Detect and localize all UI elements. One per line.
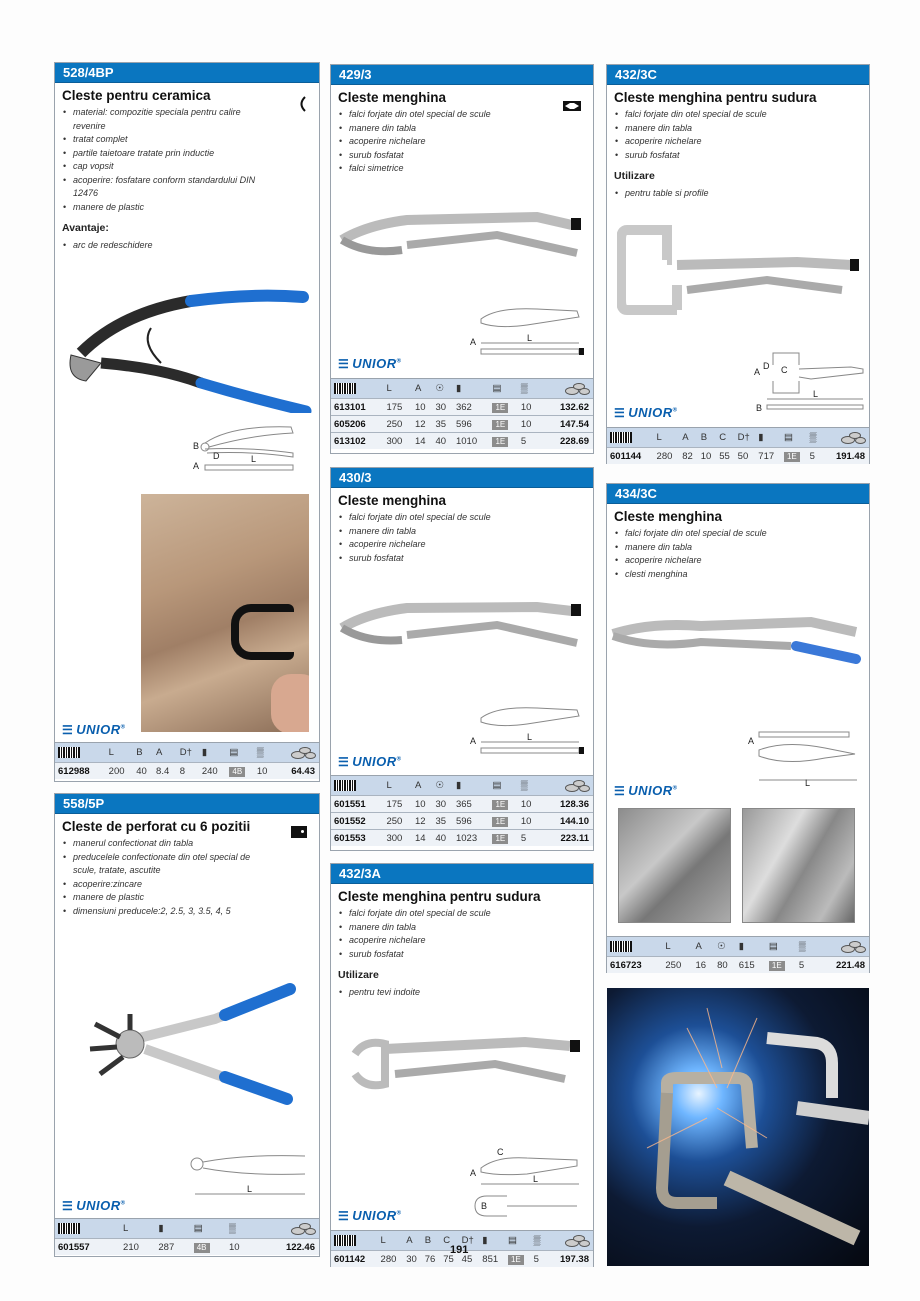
product-card-528-4bp [54,62,320,782]
price: 228.69 [538,433,593,450]
box-quantity-icon: ▒ [254,743,274,763]
feature-item: • manere din tabla [338,525,593,539]
feature-item: • surub fosfatat [338,149,593,163]
usage-list [607,187,869,201]
feature-item: • surub fosfatat [338,552,593,566]
weight-icon: ▮ [479,1231,505,1251]
unior-logo: ☰ UNIOR® [338,754,402,769]
punch-pliers-image [75,979,305,1114]
price: 128.36 [538,796,593,813]
dim-label-b: B [481,1201,488,1211]
feature-list [331,108,593,176]
product-title: Cleste menghina [338,493,447,508]
advantages-list [55,239,319,253]
package-badge: 1E [492,403,508,413]
spec-header-row: L A B C D† ▮ ▤ ▒ [331,1231,593,1251]
spec-table-container [607,427,869,464]
box-quantity-icon: ▒ [796,937,812,957]
weight-icon: ▮ [199,743,227,763]
coins-price-icon [565,383,589,395]
dim-label-l: L [527,333,533,343]
feature-list [331,907,593,961]
price: 64.43 [274,763,319,780]
package-badge: 1E [784,452,800,462]
product-card-434-3c [606,483,870,973]
advantages-heading: Avantaje: [62,222,109,234]
spec-table [55,1219,319,1255]
coins-price-icon [291,1223,315,1235]
product-title: Cleste menghina pentru sudura [614,90,817,105]
price: 144.10 [538,813,593,830]
jaw-opening-icon: ☉ [432,379,453,399]
feature-item: • manerul confectionat din tabla [62,837,319,851]
feature-item: • manere din tabla [338,122,593,136]
spec-header-row: L A ☉ ▮ ▤ ▒ [331,379,593,399]
package-icon: ▤ [191,1219,226,1239]
spec-table-container [55,742,319,779]
spring-icon [297,96,307,112]
feature-item: • material: compozitie speciala pentru calire revenire [62,106,263,133]
feature-item: • manere din tabla [338,921,593,935]
dim-label-l: L [527,732,533,742]
feature-item: • acoperire:zincare [62,878,319,892]
dim-label-b: B [193,441,200,451]
table-row: 612988 200 40 8.4 8 240 4B 10 64.43 [55,763,319,780]
dimension-drawing [185,1144,310,1204]
package-badge: 1E [769,961,785,971]
unior-logo: ☰ UNIOR® [338,356,402,371]
feature-item: • acoperire nichelare [338,135,593,149]
welding-locking-pliers-image [345,1024,585,1114]
coins-price-icon [841,941,865,953]
product-code: 432/3C [607,65,869,85]
feature-item: • falci forjate din otel special de scule [614,108,869,122]
feature-list [331,511,593,565]
table-row: 613102 300 14 40 1010 1E 5 228.69 [331,433,593,450]
feature-item: • falci forjate din otel special de scule [338,511,593,525]
spec-header-row: L A ☉ ▮ ▤ ▒ [331,776,593,796]
weight-icon: ▮ [755,428,781,448]
locking-pliers-image [337,593,587,668]
table-row: 601553 300 14 40 1023 1E 5 223.11 [331,830,593,847]
dim-label-d: D [213,451,220,461]
spec-table-container [331,378,593,449]
box-quantity-icon: ▒ [518,379,539,399]
product-code: 432/3A [331,864,593,884]
dim-label-a: A [470,736,477,746]
jaw-opening-icon: ☉ [432,776,453,796]
dim-label-a: A [748,736,755,746]
jaw-opening-icon: ☉ [714,937,736,957]
locking-pliers-image [337,205,587,275]
product-title: Cleste menghina [338,90,447,105]
dimension-drawing [467,704,589,760]
weight-icon: ▮ [453,379,489,399]
feature-item: • acoperire: fosfatare conform standardului DIN 12476 [62,174,263,201]
feature-item: • partile taietoare tratate prin inductie [62,147,319,161]
package-icon: ▤ [489,776,517,796]
table-row: 601144 280 82 10 55 50 717 1E 5 191.48 [607,448,869,465]
ceramic-tile-photo [141,494,309,732]
package-badge: 1E [492,420,508,430]
dim-label-l: L [247,1184,253,1194]
depth-icon: D† [177,743,199,763]
unior-logo: ☰ UNIOR® [62,722,126,737]
welding-clamp-graphic [607,988,869,1266]
box-quantity-icon: ▒ [226,1219,251,1239]
spec-header-row: L ▮ ▤ ▒ [55,1219,319,1239]
dim-label-a: A [470,337,477,347]
depth-icon: D† [735,428,756,448]
price: 147.54 [538,416,593,433]
dimension-drawing [467,1146,589,1226]
product-title: Cleste menghina pentru sudura [338,889,541,904]
feature-list [55,837,319,918]
spec-table [55,743,319,779]
spec-header-row: L A B C D† ▮ ▤ ▒ [607,428,869,448]
product-code: 434/3C [607,484,869,504]
page-number: 191 [450,1244,469,1256]
spec-table [607,428,869,464]
feature-item: • manere de plastic [62,201,319,215]
feature-item: • acoperire nichelare [338,934,593,948]
feature-item: • falci forjate din otel special de scule [614,527,869,541]
ceramic-pliers-image [61,283,313,413]
usage-heading: Utilizare [614,170,655,182]
barcode-icon [610,941,632,952]
feature-list [55,106,319,214]
price: 132.62 [538,399,593,416]
spec-table-container [55,1218,319,1255]
depth-icon: D† [459,1231,480,1251]
product-card-432-3c [606,64,870,464]
price: 221.48 [811,957,869,974]
feature-list [607,527,869,581]
advantage-item: • arc de redeschidere [62,239,319,253]
spec-table [331,776,593,846]
dim-label-d: D [763,361,770,371]
dim-label-a: A [193,461,200,471]
package-icon: ▤ [781,428,807,448]
price: 122.46 [251,1239,319,1256]
c-clamp-welding-pliers-image [617,220,862,320]
product-title: Cleste de perforat cu 6 pozitii [62,819,251,834]
product-card-558-5p [54,793,320,1257]
dim-label-l: L [805,778,811,788]
weight-icon: ▮ [453,776,489,796]
spec-header-row: L A ☉ ▮ ▤ ▒ [607,937,869,957]
product-card-432-3a [330,863,594,1267]
usage-item: • pentru table si profile [614,187,869,201]
dim-label-b: B [756,403,763,413]
table-row: 616723 250 16 80 615 1E 5 221.48 [607,957,869,974]
dim-label-c: C [781,365,788,375]
product-title: Cleste menghina [614,509,723,524]
usage-list [331,986,593,1000]
long-nose-locking-pliers-image [611,604,861,669]
feature-item: • surub fosfatat [338,948,593,962]
package-icon: ▤ [226,743,253,763]
product-card-429-3 [330,64,594,454]
usage-heading: Utilizare [338,969,379,981]
package-icon: ▤ [766,937,796,957]
unior-logo: ☰ UNIOR® [62,1198,126,1213]
feature-item: • acoperire nichelare [614,554,869,568]
feature-item: • manere din tabla [614,122,869,136]
table-row: 613101 175 10 30 362 1E 10 132.62 [331,399,593,416]
spec-table-container [331,775,593,846]
spec-table [331,379,593,449]
table-row: 601142 280 30 76 75 45 851 1E 5 197.38 [331,1251,593,1268]
spec-table [607,937,869,973]
dim-label-l: L [251,454,257,464]
box-quantity-icon: ▒ [518,776,539,796]
unior-logo: ☰ UNIOR® [614,405,678,420]
spec-header-row: L B A D† ▮ ▤ ▒ [55,743,319,763]
feature-item: • tratat complet [62,133,319,147]
feature-item: • preducelele confectionate din otel special de scule, tratate, ascutite [62,851,263,878]
weight-icon: ▮ [155,1219,190,1239]
box-quantity-icon: ▒ [807,428,820,448]
table-row: 601551 175 10 30 365 1E 10 128.36 [331,796,593,813]
barcode-icon [334,1235,356,1246]
coins-price-icon [565,1235,589,1247]
dim-label-l: L [533,1174,539,1184]
feature-item: • surub fosfatat [614,149,869,163]
feature-item: • manere din tabla [614,541,869,555]
package-badge: 1E [492,834,508,844]
application-photo-1 [618,808,731,923]
package-icon: ▤ [489,379,517,399]
dim-label-a: A [470,1168,477,1178]
application-photo-2 [742,808,855,923]
package-badge: 4B [194,1243,210,1253]
package-badge: 4B [229,767,245,777]
table-row: 605206 250 12 35 596 1E 10 147.54 [331,416,593,433]
spec-table-container [607,936,869,973]
usage-item: • pentru tevi indoite [338,986,593,1000]
feature-item: • falci simetrice [338,162,593,176]
package-badge: 1E [508,1255,524,1265]
weight-icon: ▮ [736,937,766,957]
feature-item: • falci forjate din otel special de scule [338,907,593,921]
product-code: 430/3 [331,468,593,488]
barcode-icon [334,780,356,791]
dimension-drawing [191,423,303,478]
package-icon: ▤ [505,1231,531,1251]
barcode-icon [58,747,80,758]
feature-item: • falci forjate din otel special de scule [338,108,593,122]
dim-label-l: L [813,389,819,399]
feature-list [607,108,869,162]
price: 197.38 [544,1251,593,1268]
dim-label-c: C [497,1147,504,1157]
barcode-icon [334,383,356,394]
coins-price-icon [841,432,865,444]
product-code: 558/5P [55,794,319,814]
barcode-icon [610,432,632,443]
barcode-icon [58,1223,80,1234]
product-card-430-3 [330,467,594,851]
unior-logo: ☰ UNIOR® [614,783,678,798]
feature-item: • cap vopsit [62,160,319,174]
table-row: 601557 210 287 4B 10 122.46 [55,1239,319,1256]
dim-label-a: A [754,367,761,377]
price: 223.11 [538,830,593,847]
package-badge: 1E [492,817,508,827]
dimension-drawing [745,728,865,788]
product-code: 429/3 [331,65,593,85]
unior-logo: ☰ UNIOR® [338,1208,402,1223]
feature-item: • manere de plastic [62,891,319,905]
feature-item: • acoperire nichelare [614,135,869,149]
dimension-drawing [751,347,867,417]
welding-photo [607,988,869,1266]
coins-price-icon [565,780,589,792]
feature-item: • clesti menghina [614,568,869,582]
table-row: 601552 250 12 35 596 1E 10 144.10 [331,813,593,830]
feature-item: • acoperire nichelare [338,538,593,552]
product-title: Cleste pentru ceramica [62,88,211,103]
box-quantity-icon: ▒ [531,1231,544,1251]
feature-item: • dimensiuni preducele:2, 2.5, 3, 3.5, 4, 5 [62,905,319,919]
price: 191.48 [820,448,869,465]
package-badge: 1E [492,437,508,447]
dimension-drawing [467,305,589,361]
coins-price-icon [291,747,315,759]
product-code: 528/4BP [55,63,319,83]
package-badge: 1E [492,800,508,810]
